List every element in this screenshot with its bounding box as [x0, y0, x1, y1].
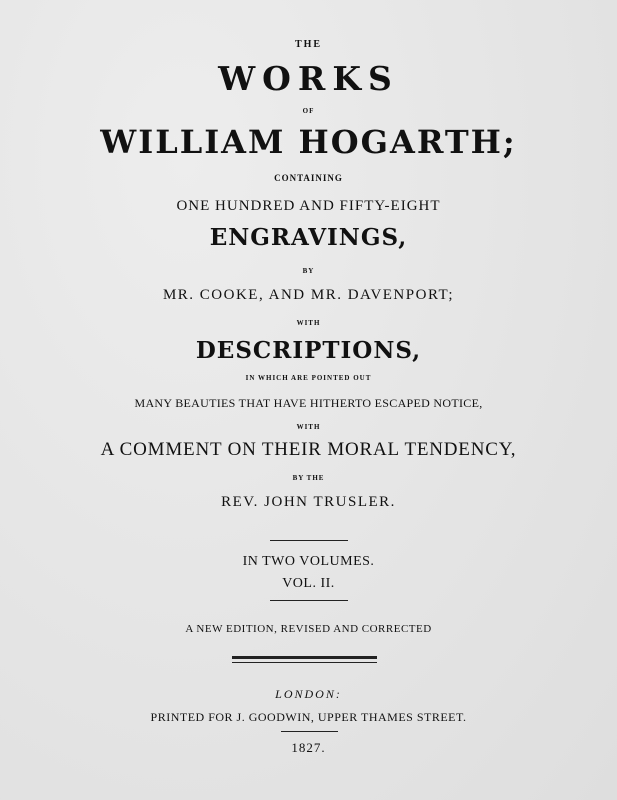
comment-line: A COMMENT ON THEIR MORAL TENDENCY,: [100, 439, 517, 460]
printer-line: PRINTED FOR J. GOODWIN, UPPER THAMES STREET.: [150, 710, 467, 724]
double-rule-thick: [232, 656, 377, 659]
double-rule-thin: [232, 662, 377, 663]
editor-line: REV. JOHN TRUSLER.: [221, 494, 396, 510]
descriptions-heading: DESCRIPTIONS,: [195, 337, 422, 364]
in-which-label: IN WHICH ARE POINTED OUT: [245, 374, 372, 382]
engravings-heading: ENGRAVINGS,: [209, 224, 408, 251]
with-label-2: WITH: [296, 423, 321, 431]
divider-rule: [281, 731, 338, 732]
divider-rule: [270, 540, 348, 541]
engravers-line: MR. COOKE, AND MR. DAVENPORT;: [162, 287, 455, 303]
engraving-count: ONE HUNDRED AND FIFTY-EIGHT: [176, 198, 441, 214]
volumes-line: IN TWO VOLUMES.: [242, 554, 375, 569]
place-of-publication: LONDON:: [275, 687, 342, 701]
heading-the: THE: [294, 39, 323, 50]
edition-line: A NEW EDITION, REVISED AND CORRECTED: [185, 623, 432, 635]
heading-works: WORKS: [218, 59, 399, 98]
containing-label: CONTAINING: [274, 173, 343, 183]
with-label-1: WITH: [296, 319, 321, 327]
author-name: WILLIAM HOGARTH;: [100, 123, 517, 161]
publication-year: 1827.: [291, 740, 326, 755]
by-the-label: BY THE: [292, 474, 325, 482]
heading-of: OF: [302, 107, 315, 115]
beauties-line: MANY BEAUTIES THAT HAVE HITHERTO ESCAPED NOTICE,: [134, 396, 483, 410]
volume-number: VOL. II.: [282, 576, 335, 591]
by-label: BY: [302, 267, 315, 275]
divider-rule: [270, 600, 348, 601]
